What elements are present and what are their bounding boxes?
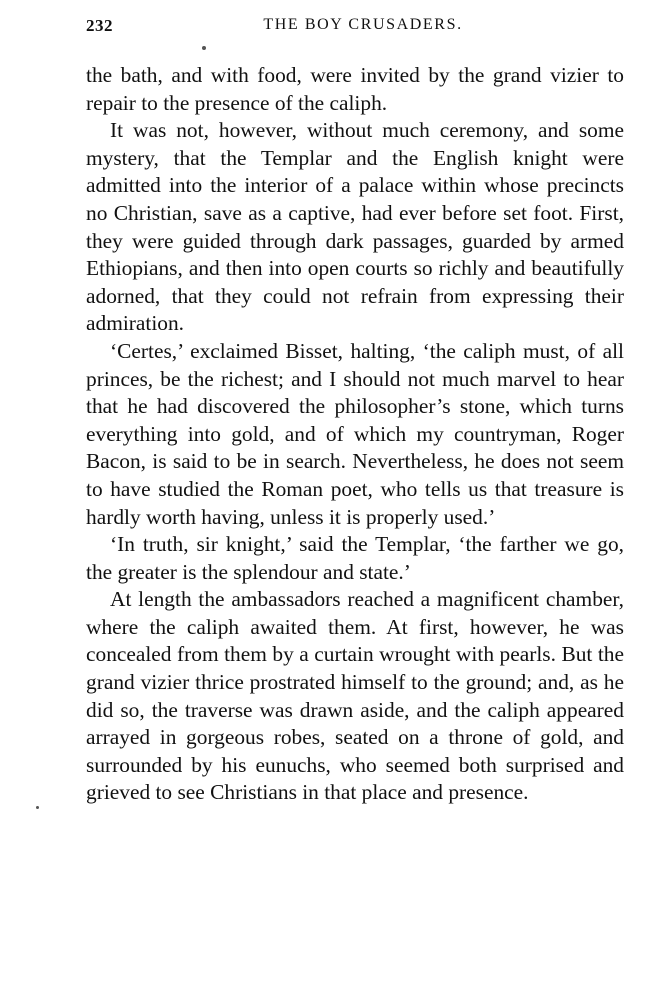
running-head: [86, 16, 620, 40]
body-text: [86, 62, 624, 807]
running-title: THE BOY CRUSADERS.: [263, 16, 463, 33]
paragraph-continued: the bath, and with food, were invited by the grand vizier to repair to the presence of the caliph.: [86, 63, 624, 115]
paragraph: ‘Certes,’ exclaimed Bisset, halting, ‘the caliph must, of all princes, be the richest; and I should not much marvel to hear that he had discovered the philosopher’s stone, which turns everything into gold, and of which my countryman, Roger Bacon, is said to be in search. Nevertheless, he does not seem to have studied the Roman poet, who tells us that treasure is hardly worth having, unless it is properly used.’: [86, 338, 624, 529]
paragraph: At length the ambassadors reached a magnificent chamber, where the caliph awaited them. At first, however, he was concealed from them by a curtain wrought with pearls. But the grand vizier thrice prostrated himself to the ground; and, as he did so, the traverse was drawn aside, and the caliph appeared arrayed in gorgeous robes, seated on a throne of gold, and surrounded by his eunuchs, who seemed both surprised and grieved to see Christians in that place and presence.: [86, 587, 624, 805]
ink-speck: [36, 806, 39, 809]
paragraph: It was not, however, without much ceremony, and some mystery, that the Templar and the English knight were admitted into the interior of a palace within whose precincts no Christian, save as a captive, had ever before set foot. First, they were guided through dark passages, guarded by armed Ethiopians, and then into open courts so richly and beautifully adorned, that they could not refrain from expressing their admiration.: [86, 118, 624, 336]
paragraph: ‘In truth, sir knight,’ said the Templar, ‘the farther we go, the greater is the splendour and state.’: [86, 532, 624, 584]
ink-speck: [202, 46, 206, 50]
page-number: 232: [86, 16, 113, 35]
